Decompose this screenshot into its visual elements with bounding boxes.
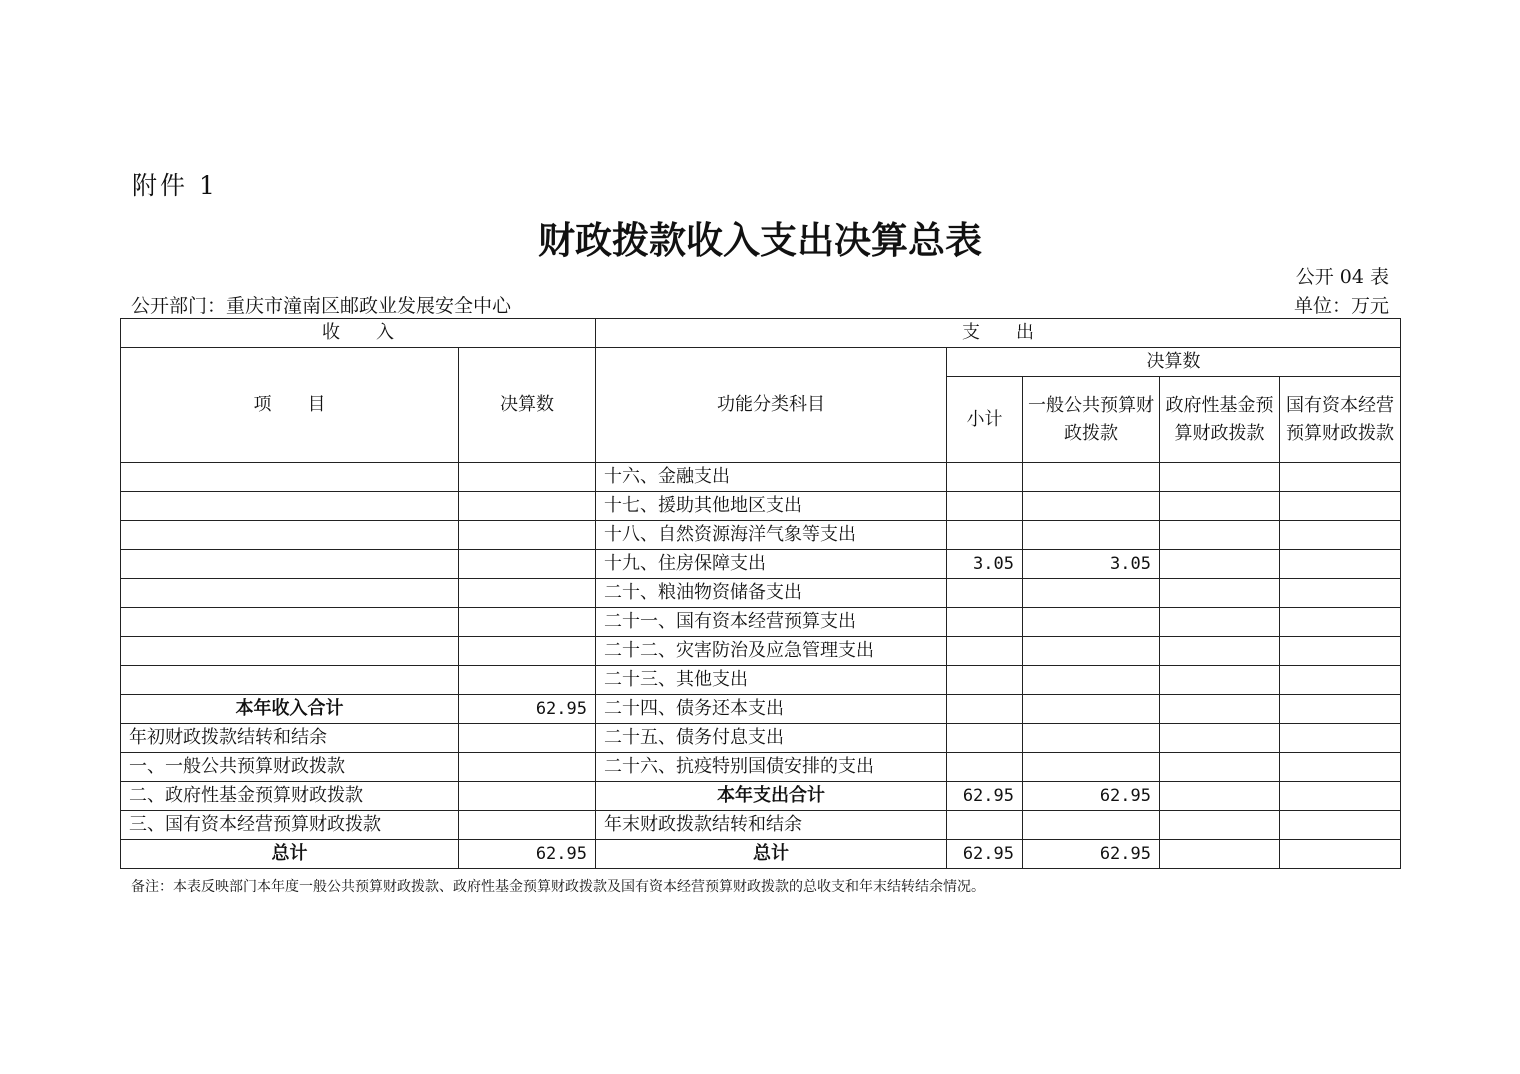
fund-cell (1160, 608, 1280, 637)
expense-item-cell: 二十、粮油物资储备支出 (596, 579, 947, 608)
final-amount-header: 决算数 (947, 348, 1401, 377)
table-row (121, 521, 1401, 550)
general-cell: 62.95 (1023, 840, 1160, 869)
department-label: 公开部门：重庆市潼南区邮政业发展安全中心 (131, 295, 512, 317)
table-row (121, 579, 1401, 608)
expense-item-cell: 年末财政拨款结转和结余 (596, 811, 947, 840)
income-amount-cell (459, 608, 596, 637)
subtotal-cell: 62.95 (947, 782, 1023, 811)
income-amount-cell (459, 521, 596, 550)
expense-item-cell: 十八、自然资源海洋气象等支出 (596, 521, 947, 550)
table-row (121, 724, 1401, 753)
table-row (121, 550, 1401, 579)
general-cell (1023, 608, 1160, 637)
general-cell (1023, 637, 1160, 666)
expense-item-cell: 二十三、其他支出 (596, 666, 947, 695)
footnote: 备注：本表反映部门本年度一般公共预算财政拨款、政府性基金预算财政拨款及国有资本经营预算财政拨款的总收支和年末结转结余情况。 (131, 879, 985, 895)
expense-item-cell: 二十一、国有资本经营预算支出 (596, 608, 947, 637)
state-capital-cell (1280, 550, 1401, 579)
state-capital-cell (1280, 811, 1401, 840)
attachment-label: 附件 1 (132, 171, 218, 200)
fund-cell (1160, 550, 1280, 579)
expense-item-cell: 总计 (596, 840, 947, 869)
income-item-cell (121, 492, 459, 521)
state-capital-cell (1280, 782, 1401, 811)
subtotal-cell (947, 463, 1023, 492)
fund-header: 政府性基金预算财政拨款 (1160, 377, 1280, 463)
general-cell (1023, 695, 1160, 724)
state-capital-cell (1280, 521, 1401, 550)
table-body (121, 463, 1401, 869)
general-cell (1023, 521, 1160, 550)
table-row (121, 637, 1401, 666)
income-amount-cell: 62.95 (459, 695, 596, 724)
general-header: 一般公共预算财政拨款 (1023, 377, 1160, 463)
fund-cell (1160, 724, 1280, 753)
fund-cell (1160, 492, 1280, 521)
expense-item-cell: 十六、金融支出 (596, 463, 947, 492)
income-item-cell (121, 608, 459, 637)
header-row-1 (121, 319, 1401, 348)
general-cell (1023, 811, 1160, 840)
expense-item-cell: 本年支出合计 (596, 782, 947, 811)
general-cell (1023, 492, 1160, 521)
income-amount-cell (459, 550, 596, 579)
table-row (121, 840, 1401, 869)
subtotal-cell: 3.05 (947, 550, 1023, 579)
subtotal-cell (947, 492, 1023, 521)
expense-item-cell: 二十四、债务还本支出 (596, 695, 947, 724)
table-row (121, 608, 1401, 637)
state-capital-cell (1280, 492, 1401, 521)
income-item-cell: 一、一般公共预算财政拨款 (121, 753, 459, 782)
income-item-cell: 二、政府性基金预算财政拨款 (121, 782, 459, 811)
general-cell (1023, 724, 1160, 753)
form-number: 公开 04 表 (1295, 266, 1389, 288)
expense-item-cell: 十九、住房保障支出 (596, 550, 947, 579)
expense-item-cell: 十七、援助其他地区支出 (596, 492, 947, 521)
income-item-cell (121, 521, 459, 550)
expense-item-cell: 二十六、抗疫特别国债安排的支出 (596, 753, 947, 782)
subtotal-cell: 62.95 (947, 840, 1023, 869)
page-title: 财政拨款收入支出决算总表 (538, 219, 982, 262)
general-cell (1023, 666, 1160, 695)
subtotal-cell (947, 753, 1023, 782)
table-row (121, 753, 1401, 782)
general-cell: 3.05 (1023, 550, 1160, 579)
expense-item-cell: 二十五、债务付息支出 (596, 724, 947, 753)
subtotal-cell (947, 608, 1023, 637)
table-row (121, 811, 1401, 840)
state-capital-cell (1280, 695, 1401, 724)
table-row (121, 695, 1401, 724)
subtotal-cell (947, 811, 1023, 840)
fund-cell (1160, 840, 1280, 869)
income-item-cell: 总计 (121, 840, 459, 869)
state-capital-cell (1280, 608, 1401, 637)
expense-item-cell: 二十二、灾害防治及应急管理支出 (596, 637, 947, 666)
table-row (121, 666, 1401, 695)
fund-cell (1160, 811, 1280, 840)
income-header: 收 入 (121, 319, 596, 348)
table-row (121, 463, 1401, 492)
income-amount-cell (459, 666, 596, 695)
fund-cell (1160, 463, 1280, 492)
subtotal-cell (947, 521, 1023, 550)
income-amount-cell (459, 811, 596, 840)
func-class-header: 功能分类科目 (596, 348, 947, 463)
state-capital-cell (1280, 579, 1401, 608)
table-row (121, 492, 1401, 521)
state-capital-cell (1280, 753, 1401, 782)
expense-header: 支 出 (596, 319, 1401, 348)
state-capital-cell (1280, 463, 1401, 492)
income-amount-cell (459, 753, 596, 782)
subtotal-header: 小计 (947, 377, 1023, 463)
subtotal-cell (947, 695, 1023, 724)
general-cell (1023, 579, 1160, 608)
subtotal-cell (947, 724, 1023, 753)
amount-header: 决算数 (459, 348, 596, 463)
income-item-cell: 本年收入合计 (121, 695, 459, 724)
state-capital-cell (1280, 840, 1401, 869)
income-amount-cell (459, 724, 596, 753)
income-item-cell (121, 637, 459, 666)
budget-table (120, 318, 1401, 869)
table-row (121, 782, 1401, 811)
income-item-cell (121, 550, 459, 579)
state-capital-cell (1280, 637, 1401, 666)
subtotal-cell (947, 666, 1023, 695)
income-item-cell (121, 579, 459, 608)
fund-cell (1160, 637, 1280, 666)
general-cell: 62.95 (1023, 782, 1160, 811)
income-item-cell: 年初财政拨款结转和结余 (121, 724, 459, 753)
income-amount-cell: 62.95 (459, 840, 596, 869)
subtotal-cell (947, 637, 1023, 666)
state-capital-header: 国有资本经营预算财政拨款 (1280, 377, 1401, 463)
income-item-cell (121, 463, 459, 492)
income-item-cell: 三、国有资本经营预算财政拨款 (121, 811, 459, 840)
fund-cell (1160, 753, 1280, 782)
income-amount-cell (459, 637, 596, 666)
fund-cell (1160, 695, 1280, 724)
general-cell (1023, 753, 1160, 782)
income-amount-cell (459, 579, 596, 608)
item-header: 项 目 (121, 348, 459, 463)
fund-cell (1160, 782, 1280, 811)
header-row-2 (121, 348, 1401, 377)
state-capital-cell (1280, 666, 1401, 695)
general-cell (1023, 463, 1160, 492)
income-amount-cell (459, 492, 596, 521)
subtotal-cell (947, 579, 1023, 608)
fund-cell (1160, 666, 1280, 695)
fund-cell (1160, 521, 1280, 550)
fund-cell (1160, 579, 1280, 608)
income-item-cell (121, 666, 459, 695)
income-amount-cell (459, 463, 596, 492)
unit-label: 单位：万元 (1293, 295, 1389, 317)
state-capital-cell (1280, 724, 1401, 753)
income-amount-cell (459, 782, 596, 811)
